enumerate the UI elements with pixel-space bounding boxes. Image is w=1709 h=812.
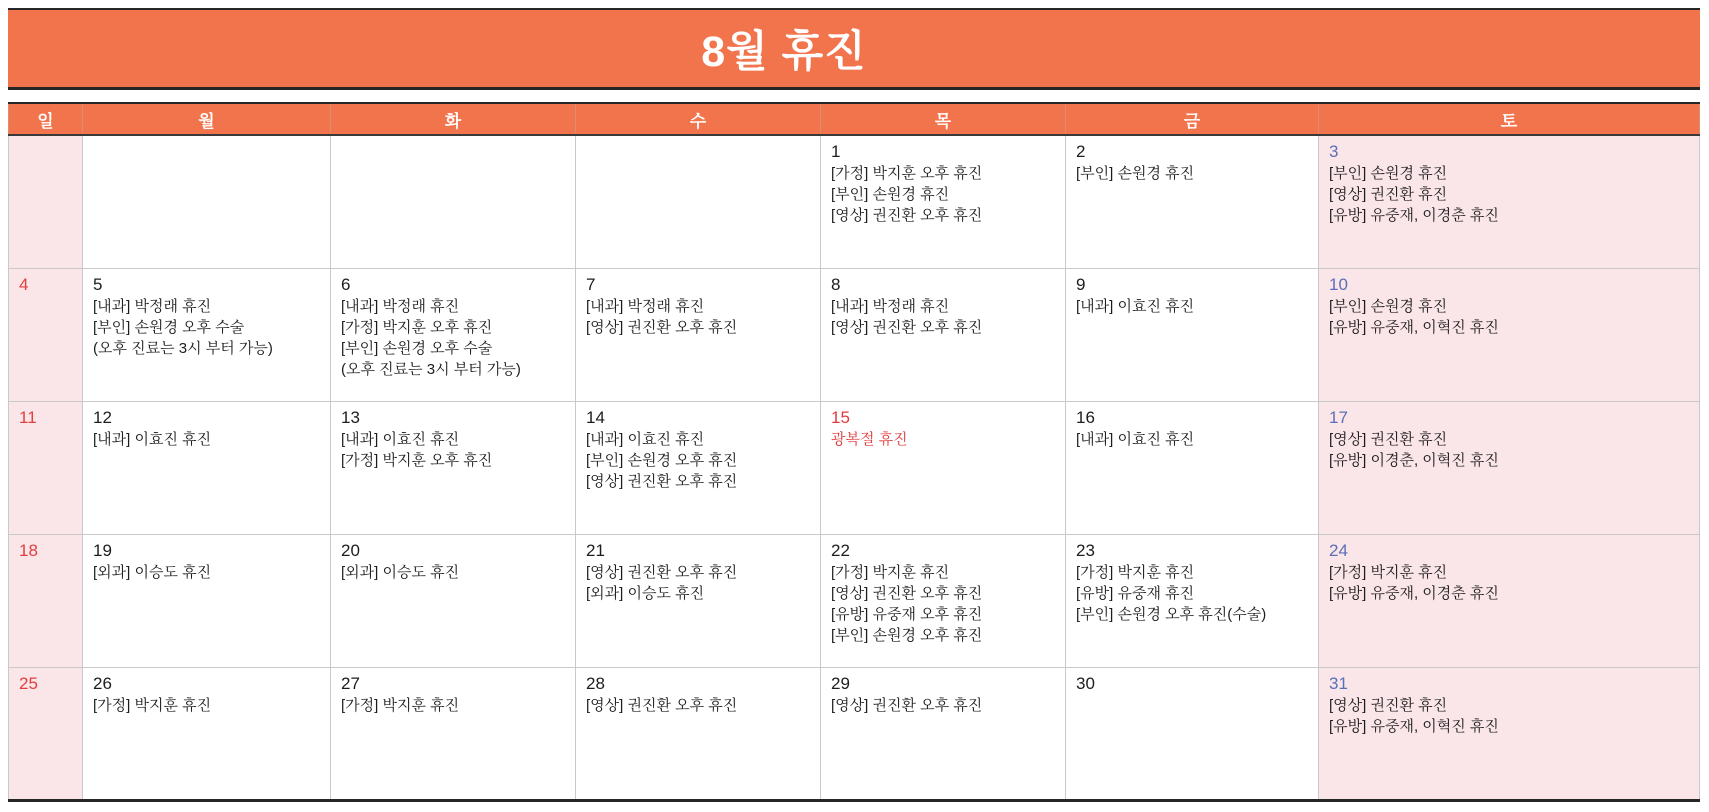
day-cell <box>331 268 576 401</box>
day-number: 29 <box>831 673 850 693</box>
day-number: 3 <box>1329 142 1339 161</box>
day-cell <box>1066 534 1319 667</box>
schedule-line: [유방] 유중재, 이혁진 휴진 <box>1329 717 1499 735</box>
schedule-line: [영상] 권진환 오후 휴진 <box>586 696 738 714</box>
week-row <box>9 135 1700 268</box>
day-cell <box>331 401 576 534</box>
day-cell <box>9 135 83 268</box>
schedule-line: [내과] 이효진 휴진 <box>341 430 460 448</box>
day-number: 22 <box>831 540 850 560</box>
day-cell <box>821 534 1066 667</box>
day-cell <box>821 401 1066 534</box>
schedule-line: [내과] 이효진 휴진 <box>1076 430 1195 448</box>
day-number: 19 <box>93 540 112 560</box>
schedule-line: [유방] 유중재, 이혁진 휴진 <box>1329 318 1499 336</box>
day-number: 10 <box>1329 274 1348 294</box>
day-number: 12 <box>93 407 112 427</box>
schedule-line: (오후 진료는 3시 부터 가능) <box>341 360 521 378</box>
schedule-line: [유방] 유중재, 이경춘 휴진 <box>1329 584 1499 602</box>
day-number: 20 <box>341 540 360 560</box>
day-number: 7 <box>586 274 596 294</box>
schedule-line: [영상] 권진환 오후 휴진 <box>831 318 983 336</box>
day-cell <box>9 268 83 401</box>
week-row <box>9 268 1700 401</box>
day-cell <box>576 534 821 667</box>
schedule-line: [유방] 유중재, 이경춘 휴진 <box>1329 207 1499 224</box>
month-title-banner <box>8 8 1700 90</box>
schedule-line: [내과] 박정래 휴진 <box>586 297 705 315</box>
spacer <box>8 90 1700 102</box>
schedule-line: [부인] 손원경 오후 수술 <box>341 339 493 357</box>
day-number: 11 <box>19 407 37 427</box>
schedule-line: 광복절 휴진 <box>831 430 908 448</box>
day-number: 2 <box>1076 142 1086 161</box>
day-cell <box>83 667 331 800</box>
day-cell <box>1319 268 1700 401</box>
day-number: 1 <box>831 142 841 161</box>
schedule-line: [영상] 권진환 오후 휴진 <box>831 207 983 224</box>
day-cell <box>1319 401 1700 534</box>
schedule-line: [부인] 손원경 오후 수술 <box>93 318 245 336</box>
schedule-line: [영상] 권진환 오후 휴진 <box>831 696 983 714</box>
day-cell <box>9 401 83 534</box>
schedule-line: [유방] 유중재 오후 휴진 <box>831 605 983 623</box>
week-row <box>9 667 1700 800</box>
day-cell <box>9 534 83 667</box>
schedule-line: [내과] 이효진 휴진 <box>1076 297 1195 315</box>
day-number: 8 <box>831 274 841 294</box>
schedule-line: [외과] 이승도 휴진 <box>93 563 212 581</box>
weekday-header-row <box>9 103 1700 135</box>
schedule-line: [영상] 권진환 오후 휴진 <box>831 584 983 602</box>
schedule-line: [부인] 손원경 오후 휴진 <box>586 451 738 469</box>
calendar-table <box>8 102 1700 802</box>
schedule-line: [영상] 권진환 오후 휴진 <box>586 472 738 490</box>
schedule-line: [부인] 손원경 오후 휴진(수술) <box>1076 605 1267 623</box>
day-number: 6 <box>341 274 351 294</box>
day-cell <box>821 135 1066 268</box>
day-cell <box>83 401 331 534</box>
day-cell <box>1066 135 1319 268</box>
day-cell <box>83 534 331 667</box>
day-number: 17 <box>1329 407 1348 427</box>
schedule-line: [가정] 박지훈 휴진 <box>1076 563 1195 581</box>
schedule-line: [외과] 이승도 휴진 <box>586 584 705 602</box>
day-cell <box>1066 268 1319 401</box>
schedule-line: [내과] 이효진 휴진 <box>93 430 212 448</box>
schedule-line: [유방] 유중재 휴진 <box>1076 584 1195 602</box>
schedule-line: [영상] 권진환 휴진 <box>1329 430 1448 448</box>
day-cell <box>331 667 576 800</box>
day-cell <box>576 401 821 534</box>
schedule-line: [가정] 박지훈 휴진 <box>93 696 212 714</box>
weekday-header-5: 금 <box>1066 103 1319 135</box>
day-number: 9 <box>1076 274 1086 294</box>
schedule-line: [가정] 박지훈 휴진 <box>831 563 950 581</box>
day-number: 25 <box>19 673 38 693</box>
weekday-header-2: 화 <box>331 103 576 135</box>
schedule-line: [부인] 손원경 휴진 <box>1076 165 1195 182</box>
schedule-line: [영상] 권진환 휴진 <box>1329 696 1448 714</box>
schedule-line: [유방] 이경춘, 이혁진 휴진 <box>1329 451 1499 469</box>
day-number: 31 <box>1329 673 1348 693</box>
schedule-line: [내과] 박정래 휴진 <box>93 297 212 315</box>
schedule-line: [가정] 박지훈 휴진 <box>1329 563 1448 581</box>
weekday-header-6: 토 <box>1319 103 1700 135</box>
day-cell <box>83 268 331 401</box>
day-number: 30 <box>1076 673 1095 693</box>
day-number: 21 <box>586 540 605 560</box>
weekday-header-3: 수 <box>576 103 821 135</box>
day-cell <box>576 268 821 401</box>
schedule-line: [부인] 손원경 휴진 <box>1329 297 1448 315</box>
schedule-line: [내과] 박정래 휴진 <box>341 297 460 315</box>
day-number: 16 <box>1076 407 1095 427</box>
day-cell <box>83 135 331 268</box>
day-number: 5 <box>93 274 103 294</box>
schedule-line: [가정] 박지훈 오후 휴진 <box>831 165 983 182</box>
schedule-line: [영상] 권진환 오후 휴진 <box>586 563 738 581</box>
schedule-line: [부인] 손원경 휴진 <box>831 186 950 203</box>
day-number: 23 <box>1076 540 1095 560</box>
schedule-line: [가정] 박지훈 오후 휴진 <box>341 318 493 336</box>
day-number: 4 <box>19 274 29 294</box>
schedule-line: [내과] 이효진 휴진 <box>586 430 705 448</box>
day-number: 26 <box>93 673 112 693</box>
day-cell <box>9 667 83 800</box>
schedule-line: [영상] 권진환 오후 휴진 <box>586 318 738 336</box>
day-cell <box>821 268 1066 401</box>
day-cell <box>331 534 576 667</box>
day-number: 27 <box>341 673 360 693</box>
weekday-header-0: 일 <box>9 103 83 135</box>
day-cell <box>576 135 821 268</box>
day-cell <box>1066 667 1319 800</box>
day-cell <box>1319 667 1700 800</box>
day-number: 15 <box>831 407 850 427</box>
schedule-line: (오후 진료는 3시 부터 가능) <box>93 339 273 357</box>
day-number: 18 <box>19 540 38 560</box>
schedule-line: [영상] 권진환 휴진 <box>1329 186 1448 203</box>
day-cell <box>1066 401 1319 534</box>
week-row <box>9 401 1700 534</box>
week-row <box>9 534 1700 667</box>
day-cell <box>821 667 1066 800</box>
schedule-line: [가정] 박지훈 오후 휴진 <box>341 451 493 469</box>
schedule-line: [가정] 박지훈 휴진 <box>341 696 460 714</box>
day-cell <box>331 135 576 268</box>
schedule-line: [부인] 손원경 휴진 <box>1329 165 1448 182</box>
schedule-line: [외과] 이승도 휴진 <box>341 563 460 581</box>
page-title: 8월 휴진 <box>701 28 867 76</box>
schedule-line: [부인] 손원경 오후 휴진 <box>831 626 983 644</box>
day-number: 24 <box>1329 540 1348 560</box>
weekday-header-4: 목 <box>821 103 1066 135</box>
weekday-header-1: 월 <box>83 103 331 135</box>
day-cell <box>576 667 821 800</box>
schedule-line: [내과] 박정래 휴진 <box>831 297 950 315</box>
day-cell <box>1319 135 1700 268</box>
day-number: 13 <box>341 407 360 427</box>
day-number: 28 <box>586 673 605 693</box>
day-cell <box>1319 534 1700 667</box>
day-number: 14 <box>586 407 605 427</box>
